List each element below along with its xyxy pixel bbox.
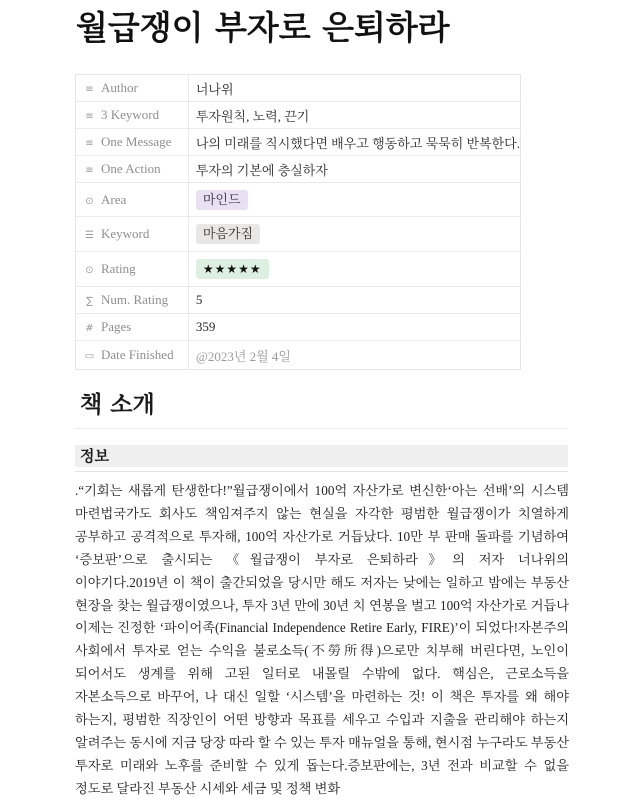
property-value-date-finished[interactable]: @2023년 2월 4일 xyxy=(195,348,291,364)
hash-icon: # xyxy=(85,323,94,334)
property-key: Area xyxy=(101,191,127,207)
book-description: .“기회는 새롭게 탄생한다!”월급쟁이에서 100억 자산가로 변신한‘아는 선배’의 시스템 마련법국가도 회사도 책임져주지 않는 현실을 자각한 평범한 월급쟁이가 치열하게 공부하고 공격적으로 투자해, 100억 자산가로 거듭났다. 10만 부 판매 돌파를 기념하여 ‘증보판’으로 출시되는 《월급쟁이 부자로 은퇴하라》의 저자 너나위의 이야기다.2019년 이 책이 출간되었을 당시만 해도 저자는 낮에는 일하고 밤에는 부동산 현장을 찾는 월급쟁이였으나, 투자 3년 만에 30년 치 연봉을 벌고 100억 자산가로 거듭나 이제는 진정한 ‘파이어족(Financial Independence Retire Early, FIRE)’이 되었다!자본주의 사회에서 투자로 얻는 수익을 불로소득(不勞所得)으로만 치부해 버린다면, 노인이 되어서도 생계를 위해 고된 일터로 내몰릴 수밖에 없다. 핵심은, 근로소득을 자본소득으로 바꾸어, 나 대신 일할 ‘시스템’을 마련하는 것! 이 책은 투자를 왜 해야 하는지, 평범한 직장인이 어떤 방향과 목표를 세우고 수입과 지출을 관리해야 하는지 알려주는 동시에 지금 당장 따라 할 수 있는 투자 매뉴얼을 통해, 현시점 누구라도 부동산 투자로 미래와 노후를 준비할 수 있게 돕는다.증보판에는, 3년 전과 비교할 수 없을 정도로 달라진 부동산 시세와 세금 및 정책 변화 xyxy=(75,483,569,796)
sigma-icon: ∑ xyxy=(86,296,93,307)
text-lines-icon: ≡ xyxy=(85,165,94,176)
property-value-author[interactable]: 너나위 xyxy=(195,81,234,97)
select-icon: ⊙ xyxy=(85,195,94,207)
subsection-heading: 정보 xyxy=(75,445,568,467)
multi-select-icon: ☰ xyxy=(85,230,94,241)
property-row-one-message[interactable] xyxy=(76,129,521,156)
area-tag[interactable]: 마인드 xyxy=(196,190,248,210)
text-lines-icon: ≡ xyxy=(85,138,94,149)
property-key: Pages xyxy=(101,319,132,334)
property-key: One Message xyxy=(101,134,172,149)
property-key: One Action xyxy=(101,161,161,176)
property-key: 3 Keyword xyxy=(101,107,160,122)
rating-tag[interactable]: ★★★★★ xyxy=(196,259,269,279)
property-row-date-finished[interactable] xyxy=(76,341,521,370)
text-lines-icon: ≡ xyxy=(85,84,94,95)
select-icon: ⊙ xyxy=(85,265,94,276)
property-value-num-rating: 5 xyxy=(195,292,203,307)
property-row-num-rating[interactable] xyxy=(76,287,521,314)
property-key: Keyword xyxy=(101,226,150,241)
property-key: Author xyxy=(101,80,138,95)
property-key: Num. Rating xyxy=(101,292,169,307)
keyword-tag[interactable]: 마음가짐 xyxy=(196,224,260,244)
section-heading: 책 소개 xyxy=(80,392,155,418)
property-value-one-message[interactable]: 나의 미래를 직시했다면 배우고 행동하고 묵묵히 반복한다. xyxy=(195,135,520,151)
property-row-rating[interactable] xyxy=(76,252,521,287)
property-row-one-action[interactable] xyxy=(76,156,521,183)
properties-table xyxy=(75,74,521,370)
property-value-pages[interactable]: 359 xyxy=(195,319,216,334)
property-value-3-keyword[interactable]: 투자원칙, 노력, 끈기 xyxy=(195,108,310,124)
property-row-area[interactable] xyxy=(76,183,521,217)
page-title: 월급쟁이 부자로 은퇴하라 xyxy=(76,8,450,47)
text-lines-icon: ≡ xyxy=(85,111,94,122)
property-row-author[interactable] xyxy=(76,75,521,102)
property-row-pages[interactable] xyxy=(76,314,521,341)
property-row-3-keyword[interactable] xyxy=(76,102,521,129)
property-row-keyword[interactable] xyxy=(76,217,521,252)
property-key: Rating xyxy=(101,261,136,276)
section-divider xyxy=(75,428,568,429)
calendar-icon: ▭ xyxy=(84,351,95,362)
property-value-one-action[interactable]: 투자의 기본에 충실하자 xyxy=(195,162,328,178)
subsection-divider xyxy=(75,471,568,472)
property-key: Date Finished xyxy=(101,347,174,362)
